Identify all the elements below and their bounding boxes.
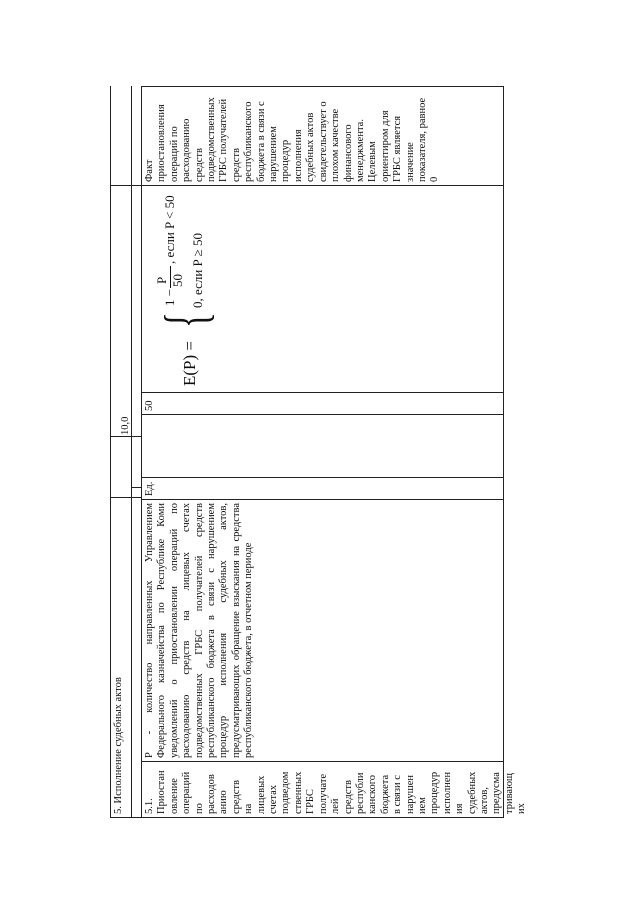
formula [150,136,240,386]
weight-text: 50 [144,400,155,411]
strip-4 [132,86,142,186]
comment-line: бюджета в связи с [255,101,267,182]
indicator-line: ственных [292,771,304,814]
indicator-line: овление [168,778,180,814]
indicator-line: ием [416,797,428,814]
indicator-line: нарушен [404,774,416,814]
indicator-line: республи [354,772,366,814]
indicator-line: исполнен [441,771,453,814]
indicator-line: процедур [429,771,441,814]
comment-line: операций по [168,126,180,182]
indicator-line: средств [342,780,354,814]
comment-line: свидетельствует о [317,101,329,182]
formula-case-1 [156,146,186,306]
indicator-line: в связи с [392,775,404,814]
comment-line: финансового [342,124,354,182]
indicator-line: судебных [466,771,478,814]
indicator-line: 5.1. [144,798,155,814]
section-header-blank [110,186,132,498]
weight-cell [142,393,504,415]
indicator-line: средств [230,780,242,814]
section-title: 5. Исполнение судебных актов [113,677,124,814]
indicator-line: операций [181,771,193,814]
indicator-line: их [516,803,528,814]
comment-line: показателя, равное [416,97,428,182]
formula-denominator: 50 [170,274,185,287]
section-weight-cell [110,415,142,437]
comment-line: подведомственных [206,97,218,182]
indicator-line: подведом [280,771,292,814]
section-header-blank-2 [110,86,132,186]
indicator-line: ГРБС [305,789,317,814]
indicator-line: счетах [268,784,280,814]
unit-cell [142,478,504,500]
indicator-line: ия [454,803,466,814]
comment-line: 0 [429,176,441,182]
indicator-line: на [243,803,255,814]
comment-line: исполнения [292,129,304,182]
comment-line: республиканского [243,101,255,182]
comment-line: Целевым [367,141,379,182]
indicator-line: Приостан [156,770,168,814]
indicator-line: канского [367,775,379,814]
strip-3 [132,186,142,488]
strip-2 [132,488,142,498]
indicator-line: анию [218,790,230,814]
comment-line: процедур [280,139,292,182]
indicator-line: актов, [478,787,490,814]
description-text: P - количество направленных Управлением Федерального казначейства по Республике Коми уведомлений о приостановлении операций по расходованию средств на лицевых счетах подведомственных ГРБС получателей средств республиканского бюджета в связи с нарушением процедур исполнения судебных актов, предусматривающих обращение взыскания на средства республиканского бюджета, в отчетном периоде [144,503,255,758]
formula-brace: { [153,312,219,328]
comment-line: плохом качестве [330,108,342,182]
comment-line: ориентиром для [379,110,391,182]
indicator-line: бюджета [379,774,391,814]
comment-line: ГРБС получателей [218,98,230,182]
formula-case-2: 0, если P ≥ 50 [190,233,205,308]
blank-cell [142,415,504,478]
formula-lhs: E(P) = [180,341,199,386]
indicator-line: расходов [206,774,218,814]
indicator-line: предусма [491,772,503,814]
comment-line: расходованию [181,118,193,182]
indicator-line: лей [330,798,342,814]
indicator-name [144,765,529,814]
comment-line: Факт [144,159,155,182]
indicator-line: получате [317,773,329,814]
section-title-cell [110,498,132,818]
rotated-table [110,86,528,818]
description-cell [142,500,504,762]
comment-line: приостановления [156,104,168,182]
comment-line: ГРБС является [392,115,404,182]
comment-line: нарушением [268,126,280,182]
formula-condition-1: , если P < 50 [162,195,177,264]
indicator-line: тривающ [503,773,515,814]
comment-line: судебных актов [305,112,317,182]
comment-line: менеджмента. [354,119,366,182]
indicator-cell [142,762,528,818]
unit-text: Ед. [144,481,155,496]
strip-1 [132,498,142,818]
comment-line: значение [404,142,416,182]
section-weight: 10,0 [120,416,131,435]
indicator-line: по [193,803,205,814]
indicator-line: лицевых [255,775,267,814]
comment-line: средств [193,148,205,182]
formula-one: 1 − [162,288,177,306]
formula-numerator: P [154,276,169,284]
comment-line: средств [230,148,242,182]
